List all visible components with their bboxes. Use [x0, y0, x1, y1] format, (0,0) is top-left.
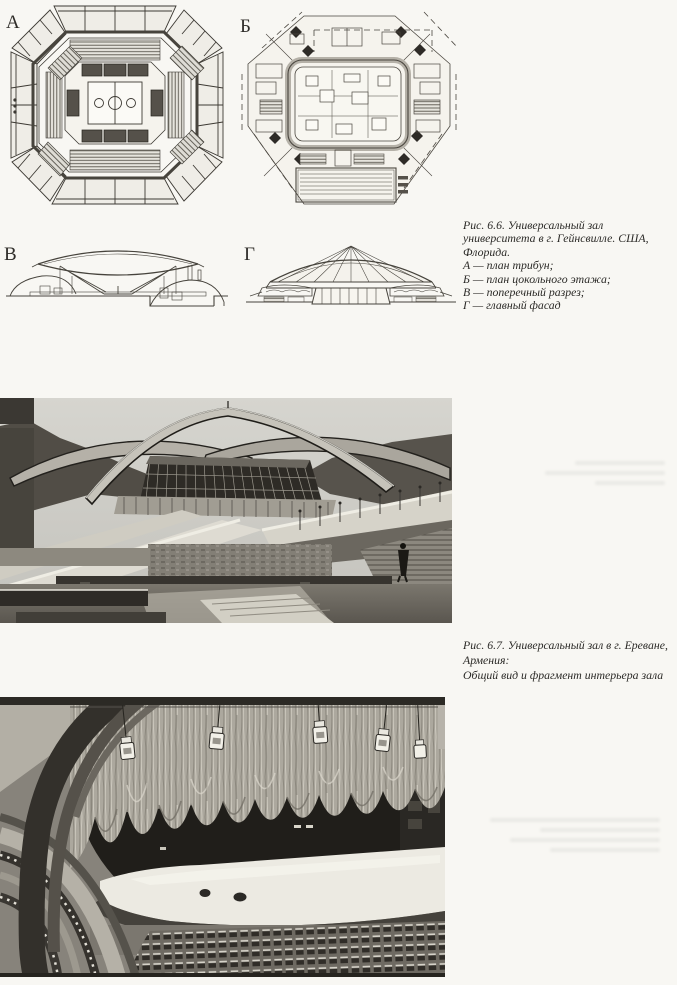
drawing-tribune-plan [4, 2, 230, 210]
caption-line: Флорида. [463, 244, 511, 259]
figure-6-6-caption [463, 219, 676, 313]
panel-label-a: А [6, 12, 20, 33]
panel-label-g: Г [244, 244, 255, 265]
drawing-facade [242, 236, 462, 314]
caption-line: Г — главный фасад [463, 298, 561, 313]
panel-label-v: В [4, 244, 17, 265]
caption-line: В — поперечный разрез; [463, 285, 585, 300]
drawing-basement-plan [232, 4, 464, 212]
caption-line: Армения: [463, 653, 510, 667]
caption-line: Рис. 6.6. Универсальный зал [463, 218, 604, 232]
interior-photo [0, 697, 445, 977]
drawing-cross-section [2, 236, 232, 314]
panel-label-b: Б [240, 16, 251, 37]
caption-line: университета в г. Гейнсвилле. США, [463, 231, 649, 246]
caption-line: Рис. 6.7. Универсальный зал в г. Ереване, [463, 638, 668, 652]
caption-line: Б — план цокольного этажа; [463, 271, 611, 286]
exterior-photo [0, 398, 452, 623]
page-showthrough [480, 812, 660, 858]
page-showthrough [540, 455, 665, 491]
figure-6-7-caption [463, 638, 676, 683]
caption-line: А — план трибун; [463, 258, 554, 273]
caption-line: Общий вид и фрагмент интерьера зала [463, 668, 664, 682]
